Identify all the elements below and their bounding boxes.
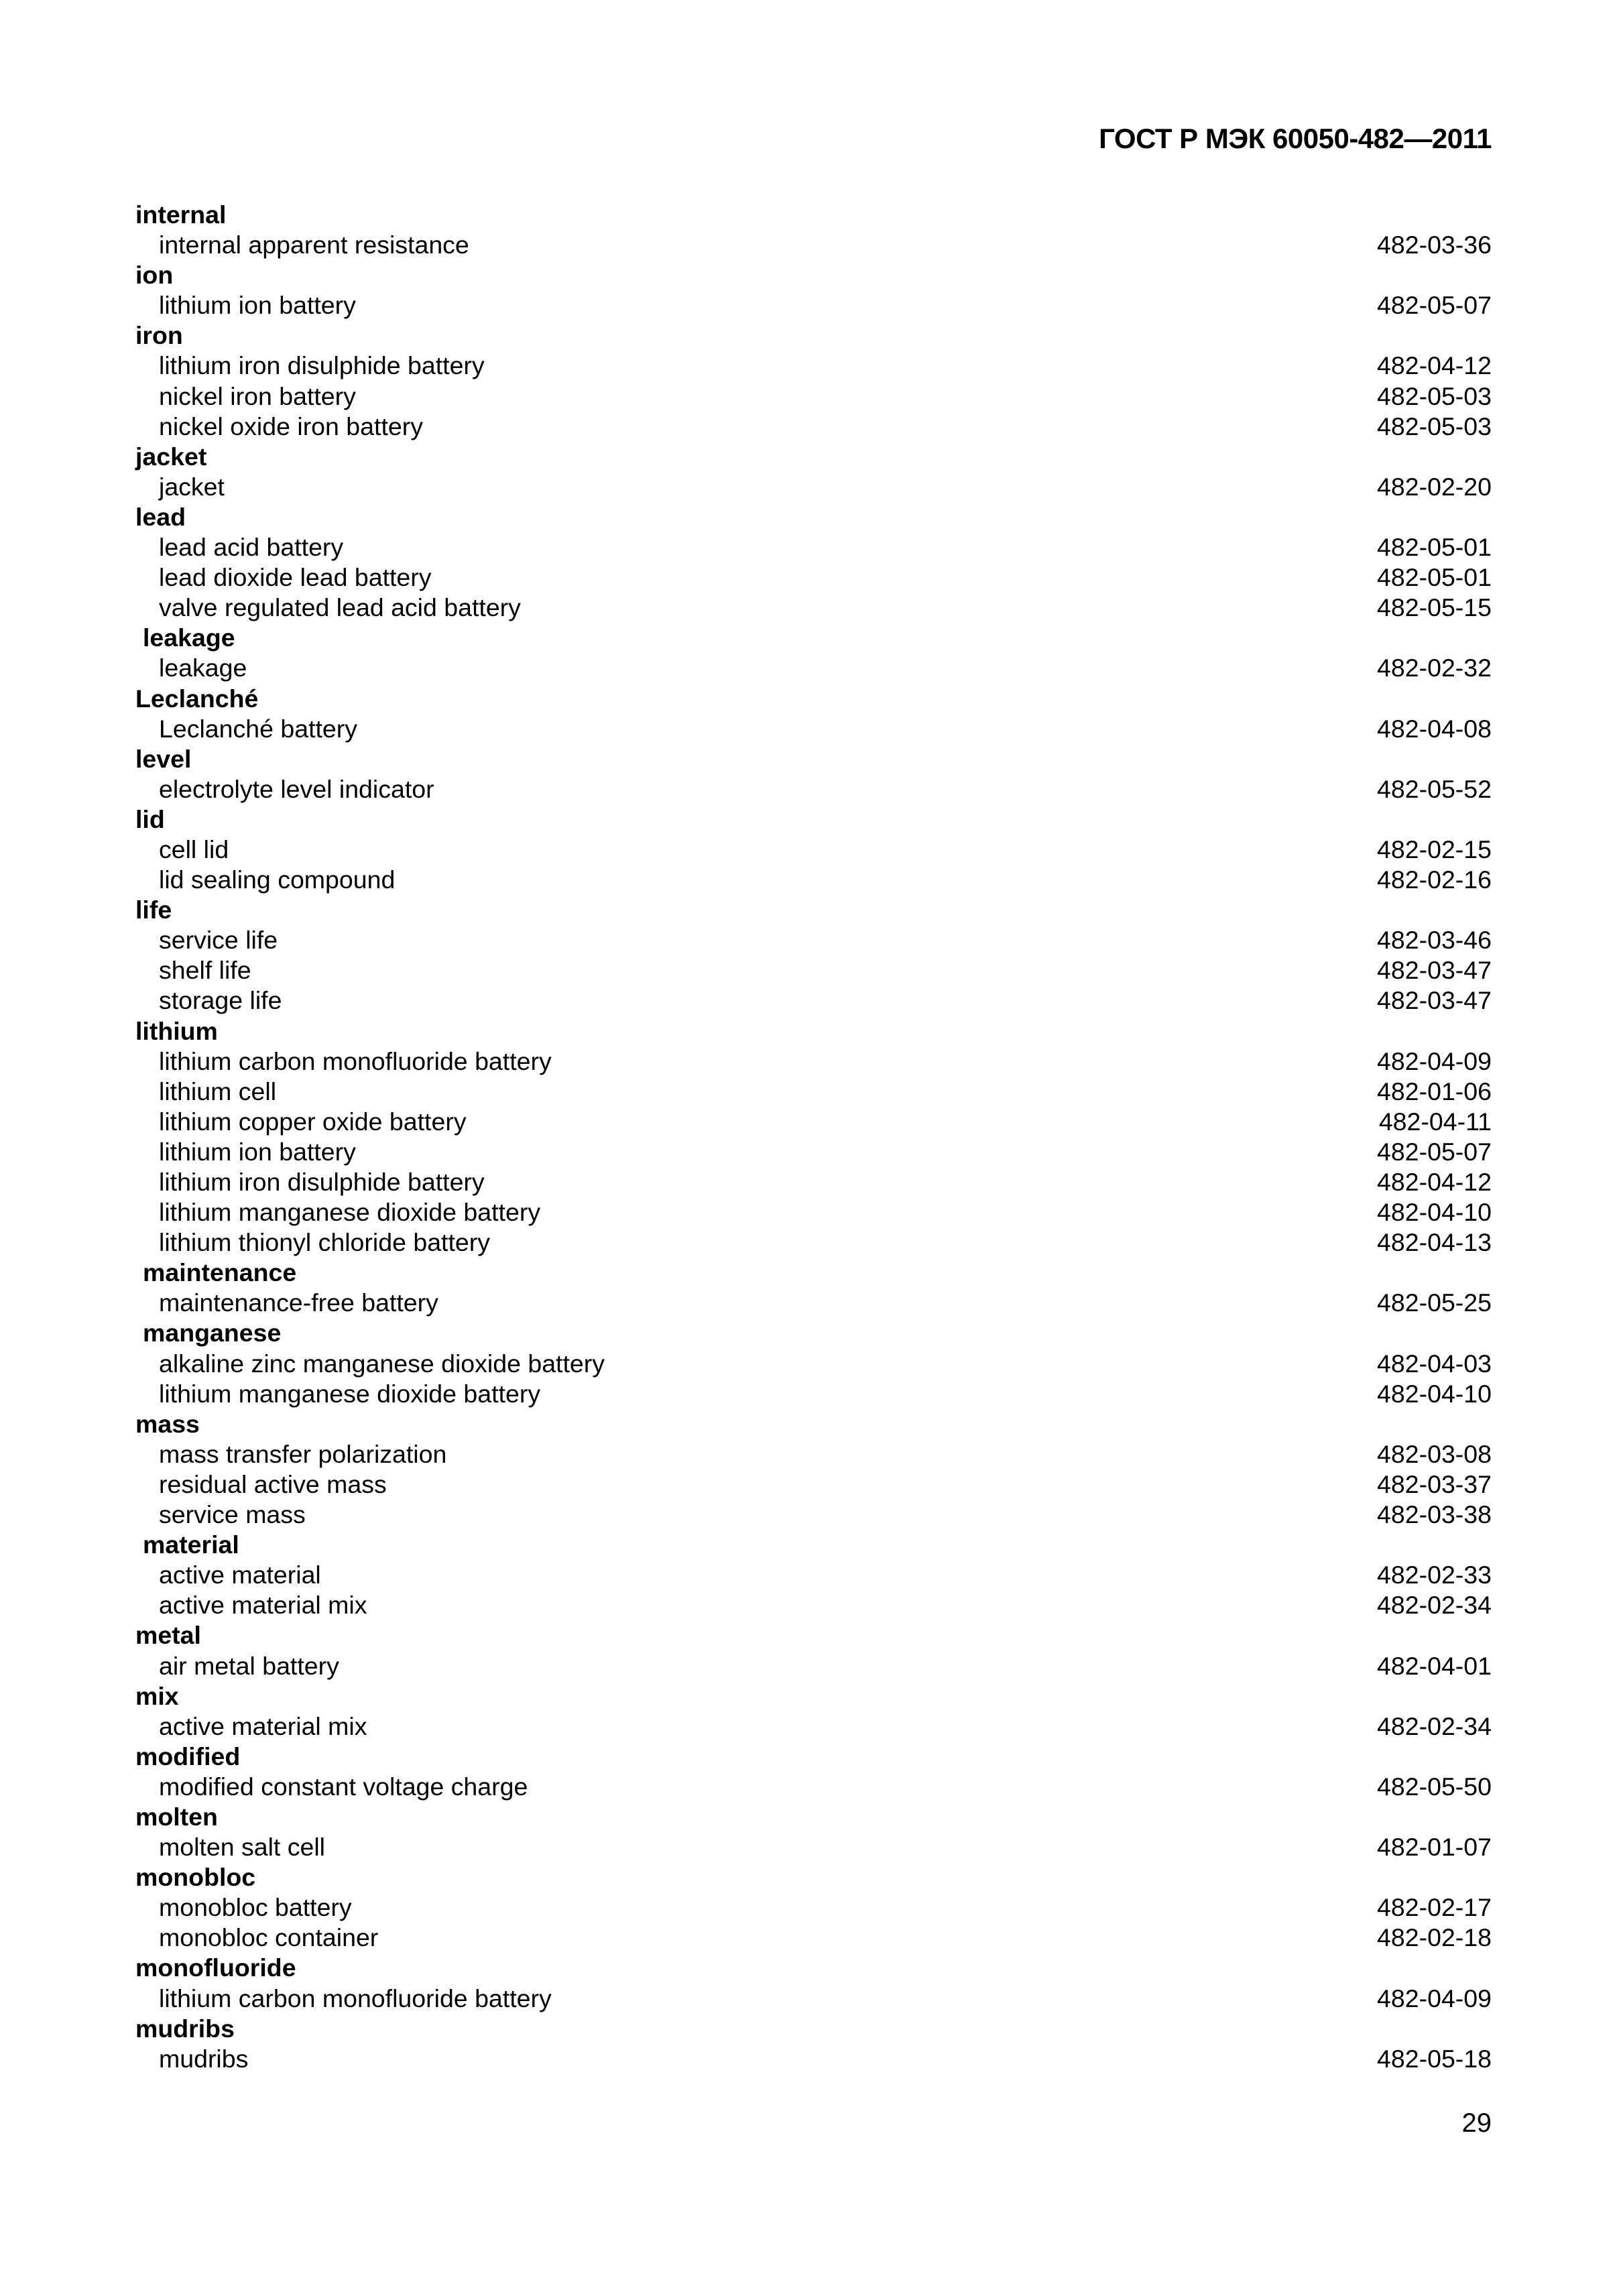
index-entry — [135, 472, 1492, 502]
entry-code: 482-03-46 — [1377, 926, 1492, 955]
index-entry — [135, 1137, 1492, 1167]
entry-code: 482-05-18 — [1377, 2044, 1492, 2073]
entry-code: 482-03-47 — [1377, 986, 1492, 1015]
index-keyword: monobloc — [135, 1863, 256, 1892]
entry-term: modified constant voltage charge — [159, 1772, 528, 1801]
entry-term: lithium carbon monofluoride battery — [159, 1046, 552, 1075]
index-entry — [135, 412, 1492, 442]
entry-term: internal apparent resistance — [159, 231, 469, 259]
entry-term: nickel oxide iron battery — [159, 412, 423, 440]
index-keyword: metal — [135, 1621, 201, 1650]
index-entry — [135, 351, 1492, 381]
index-keyword: ion — [135, 261, 174, 290]
index-entry — [135, 1379, 1492, 1409]
index-entry — [135, 1651, 1492, 1681]
entry-code: 482-05-01 — [1377, 563, 1492, 592]
index-keyword: internal — [135, 200, 227, 229]
index-group — [135, 744, 1492, 804]
entry-term: lithium iron disulphide battery — [159, 1168, 485, 1196]
index-keyword: modified — [135, 1742, 241, 1770]
entry-code: 482-03-36 — [1377, 231, 1492, 259]
entry-code: 482-02-33 — [1377, 1561, 1492, 1589]
index-entry — [135, 774, 1492, 804]
index-entry — [135, 1439, 1492, 1469]
entry-code: 482-02-32 — [1377, 654, 1492, 682]
page-number: 29 — [1461, 2108, 1492, 2138]
index-entry — [135, 1772, 1492, 1802]
entry-term: nickel iron battery — [159, 381, 356, 410]
entry-code: 482-02-16 — [1377, 865, 1492, 894]
entry-term: leakage — [159, 654, 247, 682]
entry-term: lithium cell — [159, 1077, 277, 1105]
entry-term: lithium copper oxide battery — [159, 1107, 467, 1136]
index-keyword: mass — [135, 1409, 200, 1438]
index-group — [135, 1681, 1492, 1742]
entry-code: 482-03-47 — [1377, 956, 1492, 985]
entry-term: Leclanché battery — [159, 714, 358, 743]
index-entry — [135, 1077, 1492, 1107]
entry-term: lithium manganese dioxide battery — [159, 1198, 541, 1227]
index-group — [135, 1318, 1492, 1408]
entry-term: electrolyte level indicator — [159, 774, 434, 803]
entry-code: 482-04-09 — [1377, 1046, 1492, 1075]
entry-term: lead dioxide lead battery — [159, 563, 432, 592]
entry-code: 482-05-52 — [1377, 774, 1492, 803]
entry-code: 482-05-07 — [1377, 291, 1492, 320]
entry-code: 482-02-34 — [1377, 1591, 1492, 1620]
entry-code: 482-04-01 — [1377, 1651, 1492, 1680]
index-entry — [135, 1046, 1492, 1077]
index-group — [135, 200, 1492, 260]
index-entry — [135, 955, 1492, 985]
entry-term: air metal battery — [159, 1651, 339, 1680]
entry-term: active material mix — [159, 1711, 367, 1740]
entry-term: active material — [159, 1561, 321, 1589]
entry-term: monobloc battery — [159, 1893, 352, 1922]
entry-code: 482-04-10 — [1377, 1198, 1492, 1227]
index-entry — [135, 653, 1492, 683]
entry-term: lithium iron disulphide battery — [159, 351, 485, 380]
index-group — [135, 804, 1492, 895]
index-entry — [135, 1590, 1492, 1620]
index-group — [135, 1258, 1492, 1318]
index-entry — [135, 2044, 1492, 2074]
entry-term: cell lid — [159, 835, 229, 863]
index-keyword: lithium — [135, 1016, 218, 1045]
entry-term: monobloc container — [159, 1923, 379, 1952]
index-entry — [135, 835, 1492, 865]
entry-code: 482-04-12 — [1377, 1168, 1492, 1196]
index-group — [135, 1409, 1492, 1530]
index-entry — [135, 1923, 1492, 1953]
entry-code: 482-04-10 — [1377, 1379, 1492, 1408]
index-group — [135, 2014, 1492, 2074]
index-entry — [135, 1227, 1492, 1258]
entry-term: active material mix — [159, 1591, 367, 1620]
entry-term: mudribs — [159, 2044, 249, 2073]
entry-term: lithium ion battery — [159, 291, 356, 320]
entry-code: 482-04-03 — [1377, 1349, 1492, 1378]
entry-code: 482-05-15 — [1377, 593, 1492, 622]
index-entry — [135, 1469, 1492, 1500]
entry-code: 482-03-37 — [1377, 1469, 1492, 1498]
entry-term: molten salt cell — [159, 1833, 326, 1862]
index-entry — [135, 714, 1492, 744]
entry-code: 482-02-34 — [1377, 1711, 1492, 1740]
index-keyword: mudribs — [135, 2014, 235, 2043]
index-group — [135, 260, 1492, 320]
index-group — [135, 1530, 1492, 1620]
index-group — [135, 1802, 1492, 1862]
entry-code: 482-05-03 — [1377, 412, 1492, 440]
index-entry — [135, 1832, 1492, 1862]
entry-code: 482-01-07 — [1377, 1833, 1492, 1862]
index-keyword: jacket — [135, 442, 207, 471]
index-group — [135, 502, 1492, 623]
entry-term: jacket — [159, 472, 225, 501]
index-keyword: material — [143, 1530, 239, 1559]
index-keyword: mix — [135, 1681, 179, 1710]
entry-term: shelf life — [159, 956, 251, 985]
index-entry — [135, 381, 1492, 412]
entry-term: valve regulated lead acid battery — [159, 593, 521, 622]
index-entry — [135, 1560, 1492, 1590]
entry-code: 482-05-07 — [1377, 1137, 1492, 1166]
index-entry — [135, 1984, 1492, 2014]
entry-term: alkaline zinc manganese dioxide battery — [159, 1349, 605, 1378]
entry-term: lithium thionyl chloride battery — [159, 1228, 490, 1257]
entry-term: lithium carbon monofluoride battery — [159, 1984, 552, 2012]
document-header: ГОСТ Р МЭК 60050-482—2011 — [1099, 123, 1492, 154]
entry-code: 482-02-18 — [1377, 1923, 1492, 1952]
entry-code: 482-02-17 — [1377, 1893, 1492, 1922]
entry-term: storage life — [159, 986, 282, 1015]
index-group — [135, 684, 1492, 744]
index-keyword: monofluoride — [135, 1953, 296, 1982]
entry-term: mass transfer polarization — [159, 1439, 447, 1468]
entry-term: maintenance-free battery — [159, 1288, 438, 1317]
index-keyword: level — [135, 744, 192, 773]
index-keyword: lead — [135, 502, 186, 531]
index-group — [135, 1862, 1492, 1953]
index-entry — [135, 925, 1492, 955]
entry-code: 482-05-01 — [1377, 533, 1492, 562]
index-keyword: maintenance — [143, 1258, 297, 1287]
entry-code: 482-04-11 — [1378, 1107, 1492, 1136]
index-group — [135, 1953, 1492, 2013]
index-entry — [135, 985, 1492, 1016]
entry-term: service life — [159, 926, 278, 955]
index-entry — [135, 1107, 1492, 1137]
entry-code: 482-04-12 — [1377, 351, 1492, 380]
index-entry — [135, 1288, 1492, 1318]
index-entry — [135, 290, 1492, 320]
index-group — [135, 1620, 1492, 1681]
index-keyword: manganese — [143, 1319, 282, 1347]
entry-term: lead acid battery — [159, 533, 344, 562]
index-entry — [135, 562, 1492, 593]
index-entry — [135, 1500, 1492, 1530]
entry-term: lithium ion battery — [159, 1137, 356, 1166]
index-group — [135, 1016, 1492, 1258]
index-group — [135, 320, 1492, 441]
index-entry — [135, 865, 1492, 895]
index-group — [135, 623, 1492, 683]
index-entry — [135, 532, 1492, 562]
index-keyword: Leclanché — [135, 684, 259, 713]
index-group — [135, 1742, 1492, 1802]
entry-code: 482-02-15 — [1377, 835, 1492, 863]
index-entry — [135, 593, 1492, 623]
index-entry — [135, 1892, 1492, 1923]
index-entry — [135, 1167, 1492, 1197]
index-group — [135, 442, 1492, 502]
index-entry — [135, 1197, 1492, 1227]
entry-code: 482-03-08 — [1377, 1439, 1492, 1468]
index-keyword: leakage — [143, 623, 235, 652]
entry-code: 482-04-09 — [1377, 1984, 1492, 2012]
entry-term: residual active mass — [159, 1469, 387, 1498]
index-entry — [135, 1349, 1492, 1379]
index-keyword: molten — [135, 1802, 218, 1831]
index-keyword: lid — [135, 804, 165, 833]
entry-term: lid sealing compound — [159, 865, 396, 894]
entry-code: 482-05-25 — [1377, 1288, 1492, 1317]
entry-code: 482-04-13 — [1377, 1228, 1492, 1257]
index-group — [135, 895, 1492, 1016]
entry-code: 482-03-38 — [1377, 1500, 1492, 1529]
index-entry — [135, 1711, 1492, 1742]
index-entry — [135, 230, 1492, 260]
entry-code: 482-01-06 — [1377, 1077, 1492, 1105]
index-keyword: life — [135, 896, 172, 924]
entry-code: 482-05-50 — [1377, 1772, 1492, 1801]
entry-code: 482-02-20 — [1377, 472, 1492, 501]
term-index — [135, 200, 1492, 2074]
index-keyword: iron — [135, 321, 183, 350]
entry-term: lithium manganese dioxide battery — [159, 1379, 541, 1408]
entry-code: 482-04-08 — [1377, 714, 1492, 743]
entry-term: service mass — [159, 1500, 306, 1529]
entry-code: 482-05-03 — [1377, 381, 1492, 410]
